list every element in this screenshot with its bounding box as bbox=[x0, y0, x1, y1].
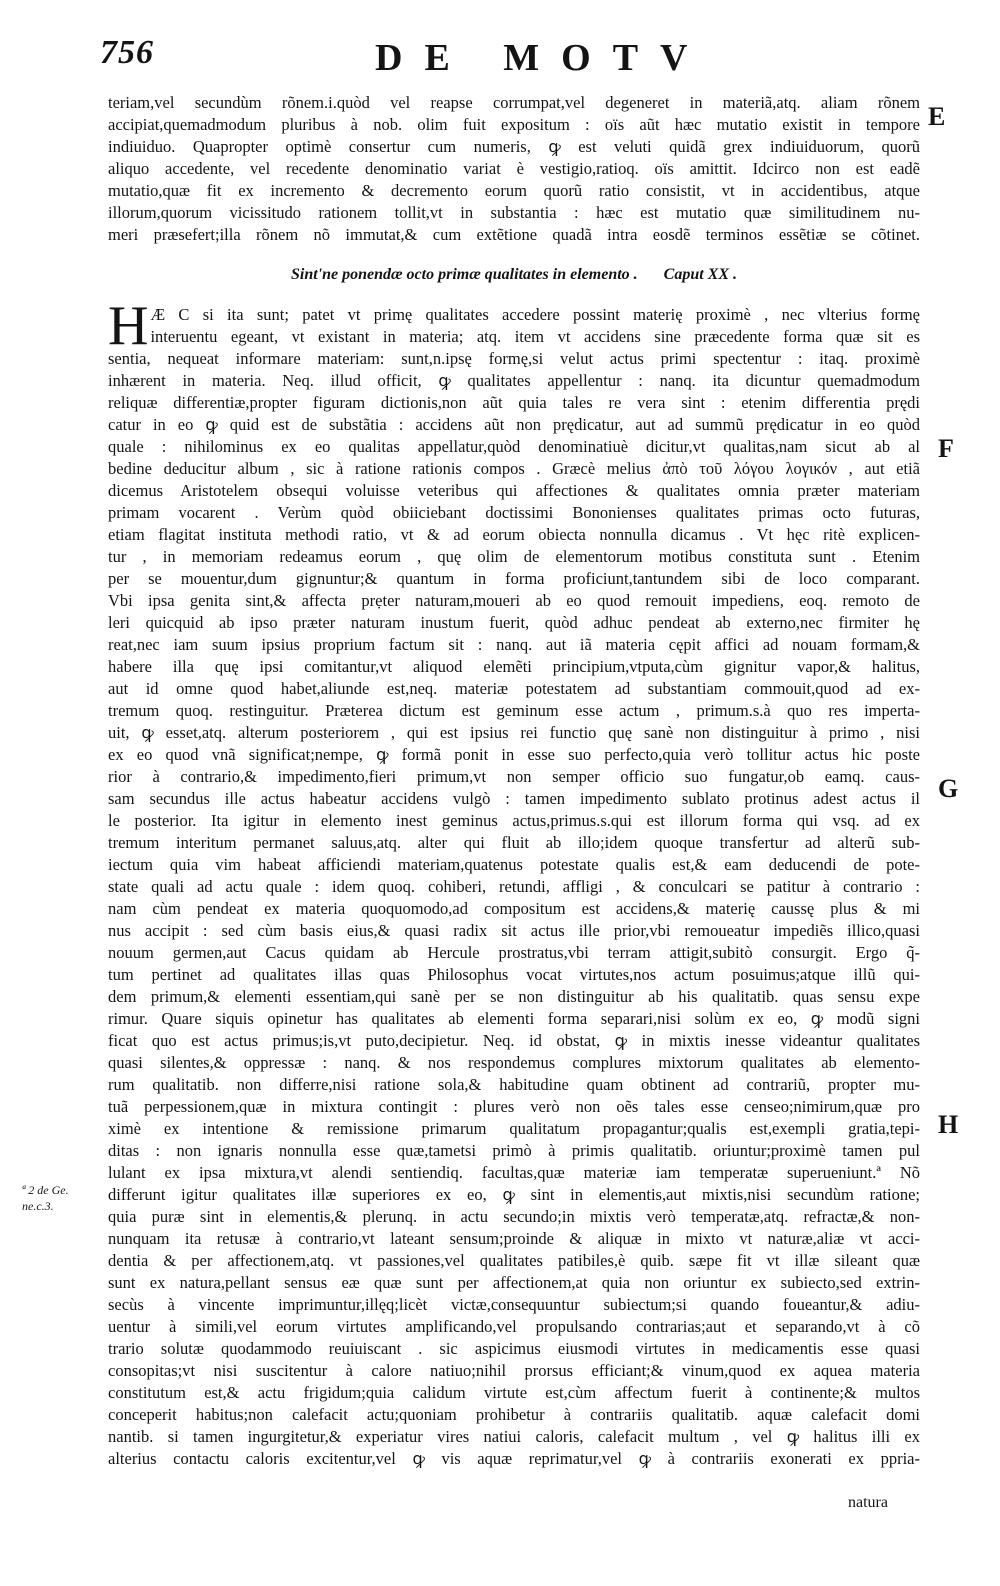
text-line: quale : nihilominus ex eo qualitas appellatur,quòd denominatiuè dicitur,vt qualitas,nam sicut ab al bbox=[108, 437, 920, 456]
marginal-reference bbox=[22, 1182, 102, 1214]
text-line: tremum quoq. restinguitur. Præterea dictum est geminum esse actum , primum.s.à quo res imperta- bbox=[108, 701, 920, 720]
text-line: differunt igitur qualitates illæ superiores ex eo, ꝙ sint in elementis,aut mixtis,nisi secundùm ratione; bbox=[108, 1185, 920, 1204]
text-line: leri quicquid ab ipso præter naturam inustum fuerit, quòd adhuc pendeat ab externo,nec firmiter hę bbox=[108, 613, 920, 632]
text-line: nam cùm pendeat ex materia quoquomodo,ad compositum est accidens,& materię caussę plus & mi bbox=[108, 899, 920, 918]
text-line: nantib. si tamen ingurgitetur,& experiatur vires natiui caloris, calefacit multum , vel ꝙ halitus illi ex bbox=[108, 1427, 920, 1446]
text-line: sunt ex natura,pellant sensus eæ quæ sunt per affectionem,at quia non oriuntur ex subiecto,sed extrin- bbox=[108, 1273, 920, 1292]
text-line: lulant ex ipsa mixtura,vt alendi sentiendiq. facultas,quæ materiæ iam temperatæ superueniunt.ª Nõ bbox=[108, 1163, 920, 1182]
chapter-number: Caput XX . bbox=[663, 266, 738, 283]
text-line: aut id omne quod habet,aliunde est,neq. materiæ potestatem ad substantiam commouit,quod ad ex- bbox=[108, 679, 920, 698]
text-line: teriam,vel secundùm rõnem.i.quòd vel reapse corrumpat,vel degeneret in materiã,atq. aliam rõnem bbox=[108, 93, 920, 112]
text-line: aliquo accedente, vel recedente denominatio variat è vestigio,ratioq. oïs amittit. Idcirco non est eadẽ bbox=[108, 159, 920, 178]
text-line: ficat quo est actus primus;is,vt puto,decipietur. Neq. id obstat, ꝙ in mixtis inesse videantur qualitates bbox=[108, 1031, 920, 1050]
text-line: interuentu egeant, vt existant in materia; atq. item vt accidens sine prӕcedente forma quæ sit es bbox=[150, 327, 920, 346]
text-line: habere illa quę ipsi comitantur,vt aliquod elemẽti principium,vtputa,cùm gignitur vapor,& halitus, bbox=[108, 657, 920, 676]
text-line: dem primum,& elementi essentiam,qui sanè per se non distinguitur ab his qualitatib. quas sensu expe bbox=[108, 987, 920, 1006]
text-line: Æ C si ita sunt; patet vt primę qualitates accedere possint materię proximè , nec vlterius formę bbox=[150, 305, 920, 324]
text-line: inhærent in materia. Neq. illud officit, ꝙ qualitates appellentur : nanq. ita dicuntur quemadmodum bbox=[108, 371, 920, 390]
text-line: alterius contactu caloris excitentur,vel ꝙ vis aquæ reprimatur,vel ꝙ à contrariis exonerati ex ppria- bbox=[108, 1449, 920, 1468]
text-line: secùs à vincente imprimuntur,illęq;licèt victæ,consequuntur subiectum;si quando foueantur,& adiu- bbox=[108, 1295, 920, 1314]
page-header bbox=[100, 34, 900, 84]
text-line: rum qualitatib. non differre,nisi ratione sola,& habitudine quam obtinent ad contrariũ, propter mu- bbox=[108, 1075, 920, 1094]
margin-letter-h: H bbox=[938, 1110, 959, 1139]
text-line: mutatio,quæ fit ex incremento & decremento eorum quorũ ratio consistit, vt in accidentibus, atque bbox=[108, 181, 920, 200]
text-line: meri præsefert;illa rõnem nõ immutat,& cum extẽtione quadã intra eosdẽ terminos essẽtiæ se cõtinet. bbox=[108, 225, 920, 244]
text-line: accipiat,quemadmodum pluribus à nob. olim fuit expositum : oïs aũt hæc mutatio existit in tempore bbox=[108, 115, 920, 134]
text-line: tur , in memoriam redeamus eorum , quę olim de elementorum motibus constituta sunt . Etenim bbox=[108, 547, 920, 566]
drop-cap: H bbox=[108, 295, 149, 357]
text-line: dicemus Aristotelem obsequi voluisse veteribus qui affectiones & qualitates omnia præter materiam bbox=[108, 481, 920, 500]
text-line: dentia & per affectionem,atq. vt passiones,vel qualitates patibiles,è quib. sæpe fit vt illæ sileant quæ bbox=[108, 1251, 920, 1270]
text-line: rior à contrario,& impedimento,fieri primum,vt non semper officio suo fungatur,ob eamq. caus- bbox=[108, 767, 920, 786]
text-line: consopitas;vt nisi suscitentur à calore natiuo;nihil prorsus efficiant;& vinum,quod ex aquea materia bbox=[108, 1361, 920, 1380]
text-line: Vbi ipsa genita sint,& affecta prẹter naturam,moueri ab eo quod remouit impediens, eoq. remoto de bbox=[108, 591, 920, 610]
text-line: indiuiduo. Quapropter optimè consertur cum numeris, ꝙ est veluti quidã grex indiuiduorum, quorũ bbox=[108, 137, 920, 156]
marginal-reference-line: ne.c.3. bbox=[22, 1199, 54, 1213]
text-line: nunquam ita retusæ à contrario,vt lateant sensum;proinde & aliquæ in mixto vt naturæ,aliæ vt acci- bbox=[108, 1229, 920, 1248]
text-line: bedine deducitur album , sic à ratione rationis compos . Græcè melius ἀπὸ τοῦ λόγου λογικόν , aut etiã bbox=[108, 459, 920, 478]
text-line: ximè ex intentione & remissione primarum qualitatum propagantur;qualis est,exempli gratia,tepi- bbox=[108, 1119, 920, 1138]
margin-letter-g: G bbox=[938, 774, 959, 803]
text-line: uentur à simili,vel eorum virtutes amplificando,vel propulsando contrarias;aut et separando,vt à cõ bbox=[108, 1317, 920, 1336]
text-line: catur in eo ꝙ quid est de substãtia : accidens aũt non prędicatur, aut ad summũ prędicatur in eo quòd bbox=[108, 415, 920, 434]
running-title: DE MOTV bbox=[375, 37, 710, 79]
text-line: le posterior. Ita igitur in elemento inest geminus actus,primus.s.qui est illorum forma qui vsq. ad ex bbox=[108, 811, 920, 830]
text-line: ditas : non ignaris nonnulla esse quæ,tametsi primò à primis qualitatib. oriuntur;proximè tamen pul bbox=[108, 1141, 920, 1160]
text-line: conceperit habitus;non calefacit actu;quoniam prohibetur à contrariis qualitatib. aquæ calefacit domi bbox=[108, 1405, 920, 1424]
chapter-title: Sint'ne ponendæ octo primæ qualitates in elemento . bbox=[290, 266, 638, 283]
text-line: tremum interitum permanet saluus,atq. alter qui fluit ab illo;idem quoque transfertur ad alterũ sub- bbox=[108, 833, 920, 852]
text-line: rimur. Quare siquis opinetur has qualitates ab elementi forma separari,nisi solùm ex eo, ꝙ modũ signi bbox=[108, 1009, 920, 1028]
text-line: constitutum est,& actu frigidum;quia calidum virtute est,cùm affectum fuerit à continente;& multos bbox=[108, 1383, 920, 1402]
catchword: natura bbox=[848, 1494, 888, 1511]
text-line: iectum quia vim habeat afficiendi materiam,quatenus potestate qualis est,& eam deducendi de pote- bbox=[108, 855, 920, 874]
text-line: illorum,quorum vicissitudo rationem tollit,vt in substantia : hæc est mutatio quæ similitudinem nu- bbox=[108, 203, 920, 222]
text-line: ex eo quod vnã significat;nempe, ꝙ formã ponit in esse suo perfecto,quia verò tollitur actus hic poste bbox=[108, 745, 920, 764]
text-line: primam vocarent . Verùm quòd obiiciebant doctissimi Bononienses qualitates primas octo futuras, bbox=[108, 503, 920, 522]
margin-letter-e: E bbox=[928, 102, 946, 131]
text-line: quasi silentes,& oppressæ : nanq. & nos respondemus complures mixtorum qualitates ab elemento- bbox=[108, 1053, 920, 1072]
chapter-body bbox=[108, 295, 920, 1470]
dropcap-lines bbox=[150, 304, 920, 348]
text-line: sentia, nequeat informare materiam: sunt,n.ipsę formę,si velut actus primi spectentur : itaq. proximè bbox=[108, 349, 920, 368]
text-line: reliquæ differentiæ,propter figuram dictionis,non aũt quia tales re vera sint : etenim differentia prędi bbox=[108, 393, 920, 412]
page-number: 756 bbox=[100, 34, 154, 71]
text-line: uit, ꝙ esset,atq. alterum posteriorem , qui est ipsius rei functio quę sanè non distinguitur à primo , nisi bbox=[108, 723, 920, 742]
text-line: tuã perpessionem,quæ in mixtura contingit : plures verò non oẽs tales esse censeo;nimirum,quæ pro bbox=[108, 1097, 920, 1116]
marginal-reference-line: ª 2 de Ge. bbox=[22, 1183, 69, 1197]
text-line: per se mouentur,dum gignuntur;& quantum in forma proficiunt,tantundem sibi de loco comparant. bbox=[108, 569, 920, 588]
text-line: etiam flagitat instituta methodi ratio, vt & ad eorum obiecta nonnulla dicamus . Vt hęc ritè explicen- bbox=[108, 525, 920, 544]
text-line: reat,nec iam suum ipsius proprium factum sit : nanq. aut iã materia cępit affici ad nouam formam,& bbox=[108, 635, 920, 654]
text-line: nus accipit : sed cùm basis eius,& quasi radix sit actus ille prior,vbi remoueatur impediẽs illico,quasi bbox=[108, 921, 920, 940]
text-line: sam secundus ille actus habeatur accidens vulgò : tamen impedimento sublato protinus adest actus il bbox=[108, 789, 920, 808]
text-line: state quali ad actu quale : idem quoq. cohiberi, retundi, affligi , & conculcari se patitur à contrario : bbox=[108, 877, 920, 896]
top-paragraph bbox=[108, 92, 920, 246]
margin-letter-f: F bbox=[938, 434, 954, 463]
text-line: quia puræ sint in elementis,& plerunq. in actu secundo;in mixtis verò temperatæ,atq. refractæ,& non- bbox=[108, 1207, 920, 1226]
text-line: nouum germen,aut Cacus quidam ab Hercule prostratus,vbi terram attigit,subitò consurgit. Ergo q̃- bbox=[108, 943, 920, 962]
text-line: tum pertinet ad qualitates illas quas Philosophus vocat virtutes,nos actum posuimus;atque illũ qui- bbox=[108, 965, 920, 984]
chapter-heading bbox=[108, 266, 920, 284]
text-line: trario solutæ quodammodo reuiuiscant . sic aspicimus eiusmodi virtutes in medicamentis esse quasi bbox=[108, 1339, 920, 1358]
